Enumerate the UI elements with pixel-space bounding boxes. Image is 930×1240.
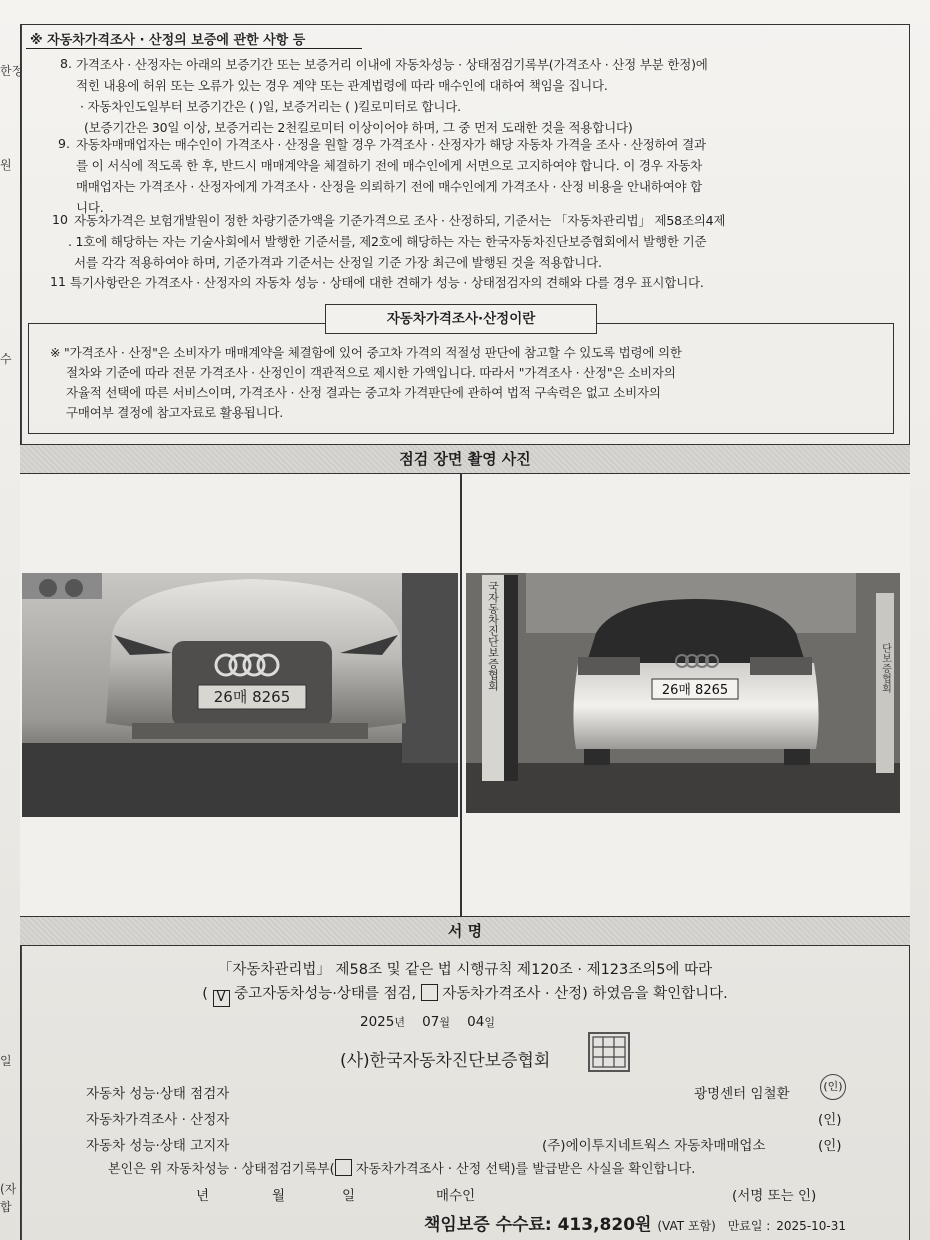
- price-survey-label: 자동차가격조사 · 산정) 하였음을 확인합니다.: [442, 986, 728, 1002]
- price-survey-checkbox[interactable]: [421, 984, 438, 1001]
- notifier-name: (주)에이투지네트웍스 자동차매매업소: [542, 1138, 766, 1154]
- signature-area: [20, 946, 910, 1240]
- expiry-value: 2025-10-31: [776, 1219, 847, 1233]
- inspector-label: 자동차 성능·상태 점검자: [86, 1086, 230, 1102]
- left-edge-text: (자: [0, 1182, 17, 1196]
- confirm-open-paren: (: [202, 986, 208, 1002]
- item-number: 9.: [58, 136, 70, 151]
- definition-line: 절차와 기준에 따라 전문 가격조사 · 산정인이 객관적으로 제시한 가액입니다. 따라서 "가격조사 · 산정"은 소비자의: [66, 365, 676, 380]
- item-9-line: 매매업자는 가격조사 · 산정자에게 가격조사 · 산정을 의뢰하기 전에 매수인에게 가격조사 · 산정 비용을 안내하여야 합: [76, 179, 703, 194]
- left-cropped-column: [0, 24, 22, 1240]
- association-name: (사)한국자동차진단보증협회: [340, 1051, 551, 1071]
- item-8-line: 가격조사 · 산정자는 아래의 보증기간 또는 보증거리 이내에 자동차성능 · 상태점검기록부(가격조사 · 산정 부분 한정)에: [76, 57, 708, 72]
- definition-line: ※ "가격조사 · 산정"은 소비자가 매매계약을 체결함에 있어 중고차 가격의 적절성 판단에 참고할 수 있도록 법령에 의한: [50, 345, 682, 360]
- item-9-line: 자동차매매업자는 매수인이 가격조사 · 산정을 원할 경우 가격조사 · 산정자가 해당 자동차 가격을 조사 · 산정하여 결과: [76, 137, 706, 152]
- receipt-text-b: 자동차가격조사 · 산정 선택)를 발급받은 사실을 확인합니다.: [355, 1162, 696, 1177]
- item-9-line: 니다.: [76, 200, 104, 215]
- item-10-line: . 1호에 해당하는 자는 기술사회에서 발행한 기준서를, 제2호에 해당하는 자는 한국자동차진단보증협회에서 발행한 기준: [68, 234, 707, 249]
- item-number: 10: [52, 212, 68, 227]
- issue-date: [360, 1014, 495, 1030]
- buyer-signature-field[interactable]: (서명 또는 인): [732, 1188, 817, 1204]
- buyer-year-unit: 년: [196, 1188, 210, 1204]
- fee-value: 413,820원: [557, 1215, 652, 1235]
- receipt-line: [108, 1158, 695, 1177]
- date-month-unit: 월: [439, 1016, 450, 1029]
- date-day-unit: 일: [484, 1016, 495, 1029]
- performance-check-label: 중고자동차성능·상태를 점검,: [234, 986, 417, 1002]
- definition-line: 자율적 선택에 따른 서비스이며, 가격조사 · 산정 결과는 중고차 가격판단에 관하여 법적 구속력은 없고 소비자의: [66, 385, 661, 400]
- performance-check-checkbox[interactable]: V: [213, 990, 230, 1007]
- buyer-day-unit: 일: [342, 1188, 356, 1204]
- rear-car-image: [466, 573, 900, 813]
- item-11-text: 특기사항란은 가격조사 · 산정자의 자동차 성능 · 상태에 대한 견해가 성능 · 상태점검자의 견해와 다를 경우 표시합니다.: [70, 275, 704, 290]
- title-underline: [26, 48, 362, 49]
- left-edge-text: 합: [0, 1200, 12, 1214]
- guarantee-section-title: ※ 자동차가격조사 · 산정의 보증에 관한 사항 등: [30, 33, 306, 48]
- definition-title: 자동차가격조사·산정이란: [325, 304, 597, 334]
- expiry-label: 만료일 :: [727, 1219, 771, 1233]
- buyer-label: 매수인: [436, 1188, 476, 1204]
- item-8-line: 적힌 내용에 허위 또는 오류가 있는 경우 계약 또는 관계법령에 따라 매수인에 대하여 책임을 집니다.: [76, 78, 608, 93]
- right-pillar-text: 단보증협회: [879, 643, 891, 693]
- date-day: 04: [467, 1014, 485, 1030]
- item-10-line: 서를 각각 적용하여야 하며, 기준가격과 기준서는 산정일 기준 가장 최근에 발행된 것을 적용합니다.: [74, 255, 602, 270]
- photo-section-title: 점검 장면 촬영 사진: [20, 444, 910, 474]
- price-assessor-seal: (인): [818, 1112, 842, 1128]
- left-edge-text: 원: [0, 158, 12, 172]
- fee-line: [424, 1210, 846, 1235]
- definition-line: 구매여부 결정에 참고자료로 활용됩니다.: [66, 405, 283, 420]
- left-edge-text: 일: [0, 1054, 12, 1068]
- front-plate-text: 26매 8265: [213, 688, 291, 706]
- date-month: 07: [422, 1014, 440, 1030]
- law-basis-line: 「자동차관리법」 제58조 및 같은 법 시행규칙 제120조 · 제123조의5에 따라: [217, 962, 713, 978]
- inspector-stamp: (인): [820, 1074, 846, 1100]
- item-10-line: 자동차가격은 보험개발원이 정한 차량기준가액을 기준가격으로 조사 · 산정하되, 기준서는 「자동차관리법」 제58조의4제: [74, 213, 726, 228]
- buyer-month-unit: 월: [272, 1188, 286, 1204]
- rear-plate-text: 26매 8265: [661, 683, 729, 698]
- item-9-line: 를 이 서식에 적도록 한 후, 반드시 매매계약을 체결하기 전에 매수인에게 서면으로 고지하여야 합니다. 이 경우 자동차: [76, 158, 703, 173]
- notifier-seal: (인): [818, 1138, 842, 1154]
- fee-vat-note: (VAT 포함): [657, 1219, 716, 1233]
- notifier-label: 자동차 성능·상태 고지자: [86, 1138, 230, 1154]
- association-seal: [588, 1032, 630, 1072]
- fee-label: 책임보증 수수료:: [424, 1215, 552, 1235]
- item-8-line: · 자동차인도일부터 보증기간은 ( )일, 보증거리는 ( )킬로미터로 합니다.: [80, 99, 461, 114]
- pillar-text: 국자동차진단보증협회: [486, 581, 500, 691]
- item-number: 8.: [60, 56, 72, 71]
- signature-section-title: 서 명: [20, 916, 910, 946]
- left-edge-text: 한정: [0, 64, 24, 78]
- price-assessor-label: 자동차가격조사 · 산정자: [86, 1112, 230, 1128]
- date-year-unit: 년: [394, 1016, 405, 1029]
- item-number: 11: [50, 274, 66, 289]
- seal-glyph-icon: [590, 1034, 628, 1070]
- item-8-line: (보증기간은 30일 이상, 보증거리는 2천킬로미터 이상이어야 하며, 그 중 먼저 도래한 것을 적용합니다): [84, 120, 633, 135]
- confirmation-line: [20, 982, 910, 1007]
- front-car-photo: [22, 573, 458, 817]
- rear-car-photo: [466, 573, 900, 813]
- left-edge-text: 수: [0, 352, 12, 366]
- receipt-price-checkbox[interactable]: [335, 1159, 352, 1176]
- receipt-text-a: 본인은 위 자동차성능 · 상태점검기록부(: [108, 1162, 335, 1177]
- date-year: 2025: [360, 1014, 395, 1030]
- photo-divider: [460, 474, 462, 916]
- front-car-image: [22, 573, 458, 817]
- inspector-name: 광명센터 임철환: [694, 1086, 790, 1102]
